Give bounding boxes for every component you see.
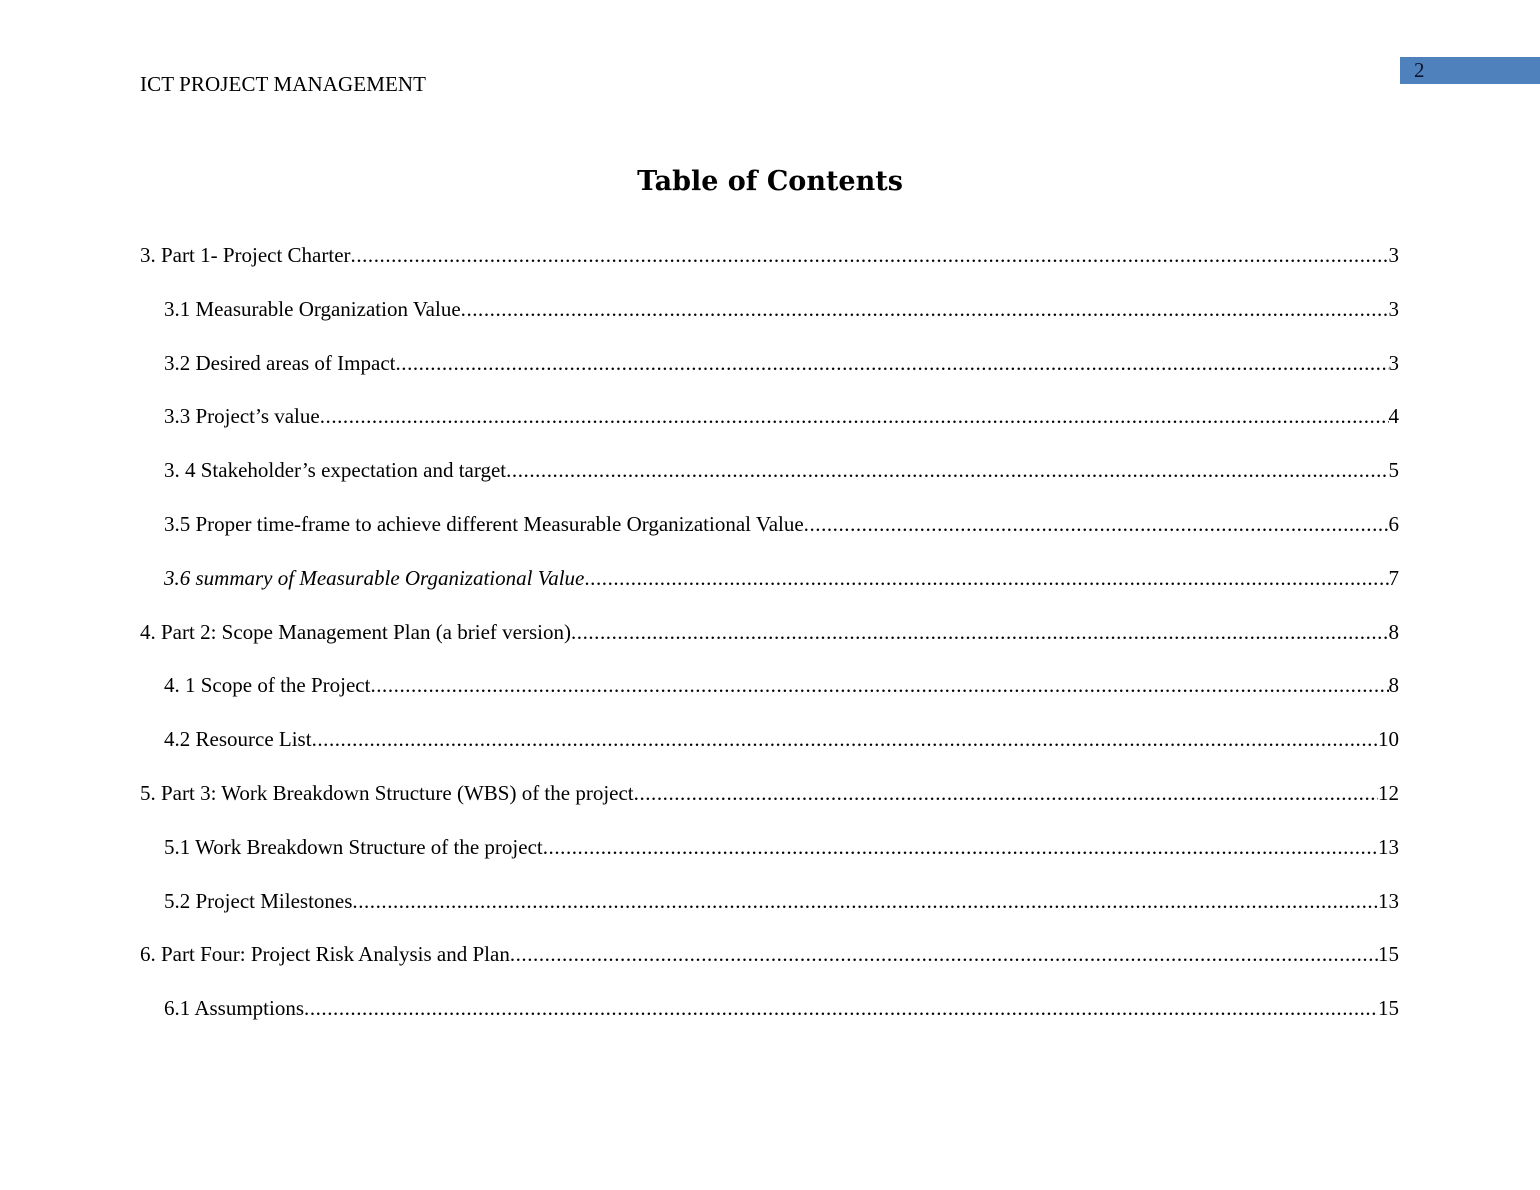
toc-entry[interactable] bbox=[140, 295, 1399, 349]
toc-dot-leader bbox=[351, 241, 1389, 269]
toc-entry[interactable] bbox=[140, 564, 1399, 618]
toc-dot-leader bbox=[506, 456, 1388, 484]
page-number: 2 bbox=[1414, 58, 1425, 82]
toc-entry-page: 3 bbox=[1388, 350, 1399, 375]
toc-entry[interactable] bbox=[140, 994, 1399, 1048]
toc-entry-text: 3.6 summary of Measurable Organizational Value bbox=[164, 565, 585, 590]
toc-dot-leader bbox=[804, 510, 1389, 538]
table-of-contents bbox=[140, 241, 1399, 1048]
running-header-title: ICT PROJECT MANAGEMENT bbox=[140, 72, 427, 96]
toc-entry-text: 6.1 Assumptions bbox=[164, 996, 305, 1021]
toc-entry-page: 8 bbox=[1388, 619, 1399, 644]
toc-entry-page: 13 bbox=[1378, 888, 1399, 913]
toc-entry-page: 5 bbox=[1388, 458, 1399, 483]
toc-dot-leader bbox=[320, 402, 1389, 430]
toc-entry-text: 3.5 Proper time-frame to achieve different Measurable Organizational Value bbox=[164, 511, 804, 536]
toc-entry[interactable] bbox=[140, 402, 1399, 456]
toc-entry-page: 3 bbox=[1388, 243, 1399, 267]
toc-entry-page: 15 bbox=[1378, 996, 1399, 1021]
toc-entry-text: 5.2 Project Milestones bbox=[164, 888, 353, 913]
toc-entry[interactable] bbox=[140, 456, 1399, 510]
toc-entry-text: 4. 1 Scope of the Project bbox=[164, 673, 371, 698]
toc-dot-leader bbox=[395, 349, 1388, 377]
toc-entry[interactable] bbox=[140, 833, 1399, 887]
toc-dot-leader bbox=[543, 833, 1378, 861]
toc-dot-leader bbox=[312, 725, 1378, 753]
toc-entry-page: 13 bbox=[1378, 834, 1399, 859]
toc-entry[interactable] bbox=[140, 349, 1399, 403]
toc-entry-page: 4 bbox=[1388, 404, 1399, 429]
toc-dot-leader bbox=[352, 887, 1378, 915]
toc-entry-text: 4.2 Resource List bbox=[164, 727, 312, 752]
page-number-bar bbox=[1400, 57, 1540, 84]
toc-entry-page: 12 bbox=[1378, 780, 1399, 805]
toc-entry[interactable] bbox=[140, 618, 1399, 672]
toc-entry-page: 10 bbox=[1378, 727, 1399, 752]
toc-entry[interactable] bbox=[140, 887, 1399, 941]
toc-dot-leader bbox=[584, 564, 1388, 592]
toc-entry-text: 4. Part 2: Scope Management Plan (a brief version) bbox=[140, 619, 571, 644]
toc-entry-page: 7 bbox=[1388, 565, 1399, 590]
toc-entry[interactable] bbox=[140, 510, 1399, 564]
toc-entry-page: 8 bbox=[1388, 673, 1399, 698]
toc-entry-text: 6. Part Four: Project Risk Analysis and Plan bbox=[140, 942, 510, 967]
toc-entry-text: 3. Part 1- Project Charter bbox=[140, 243, 351, 267]
toc-dot-leader bbox=[510, 940, 1378, 968]
toc-dot-leader bbox=[571, 618, 1389, 646]
toc-entry[interactable] bbox=[140, 940, 1399, 994]
toc-dot-leader bbox=[634, 779, 1378, 807]
toc-entry-page: 15 bbox=[1378, 942, 1399, 967]
toc-entry-text: 3.2 Desired areas of Impact bbox=[164, 350, 396, 375]
toc-dot-leader bbox=[304, 994, 1378, 1022]
toc-title: Table of Contents bbox=[637, 166, 903, 197]
toc-entry-text: 3. 4 Stakeholder’s expectation and target bbox=[164, 458, 507, 483]
toc-entry-page: 6 bbox=[1388, 511, 1399, 536]
toc-entry-text: 3.3 Project’s value bbox=[164, 404, 320, 429]
toc-entry-page: 3 bbox=[1388, 296, 1399, 321]
toc-entry[interactable] bbox=[140, 725, 1399, 779]
toc-entry-text: 3.1 Measurable Organization Value bbox=[164, 296, 461, 321]
toc-entry[interactable] bbox=[140, 779, 1399, 833]
toc-entry[interactable] bbox=[140, 671, 1399, 725]
toc-dot-leader bbox=[370, 671, 1388, 699]
toc-dot-leader bbox=[461, 295, 1389, 323]
toc-entry[interactable] bbox=[140, 241, 1399, 295]
toc-entry-text: 5. Part 3: Work Breakdown Structure (WBS) of the project bbox=[140, 780, 634, 805]
toc-entry-text: 5.1 Work Breakdown Structure of the project bbox=[164, 834, 543, 859]
